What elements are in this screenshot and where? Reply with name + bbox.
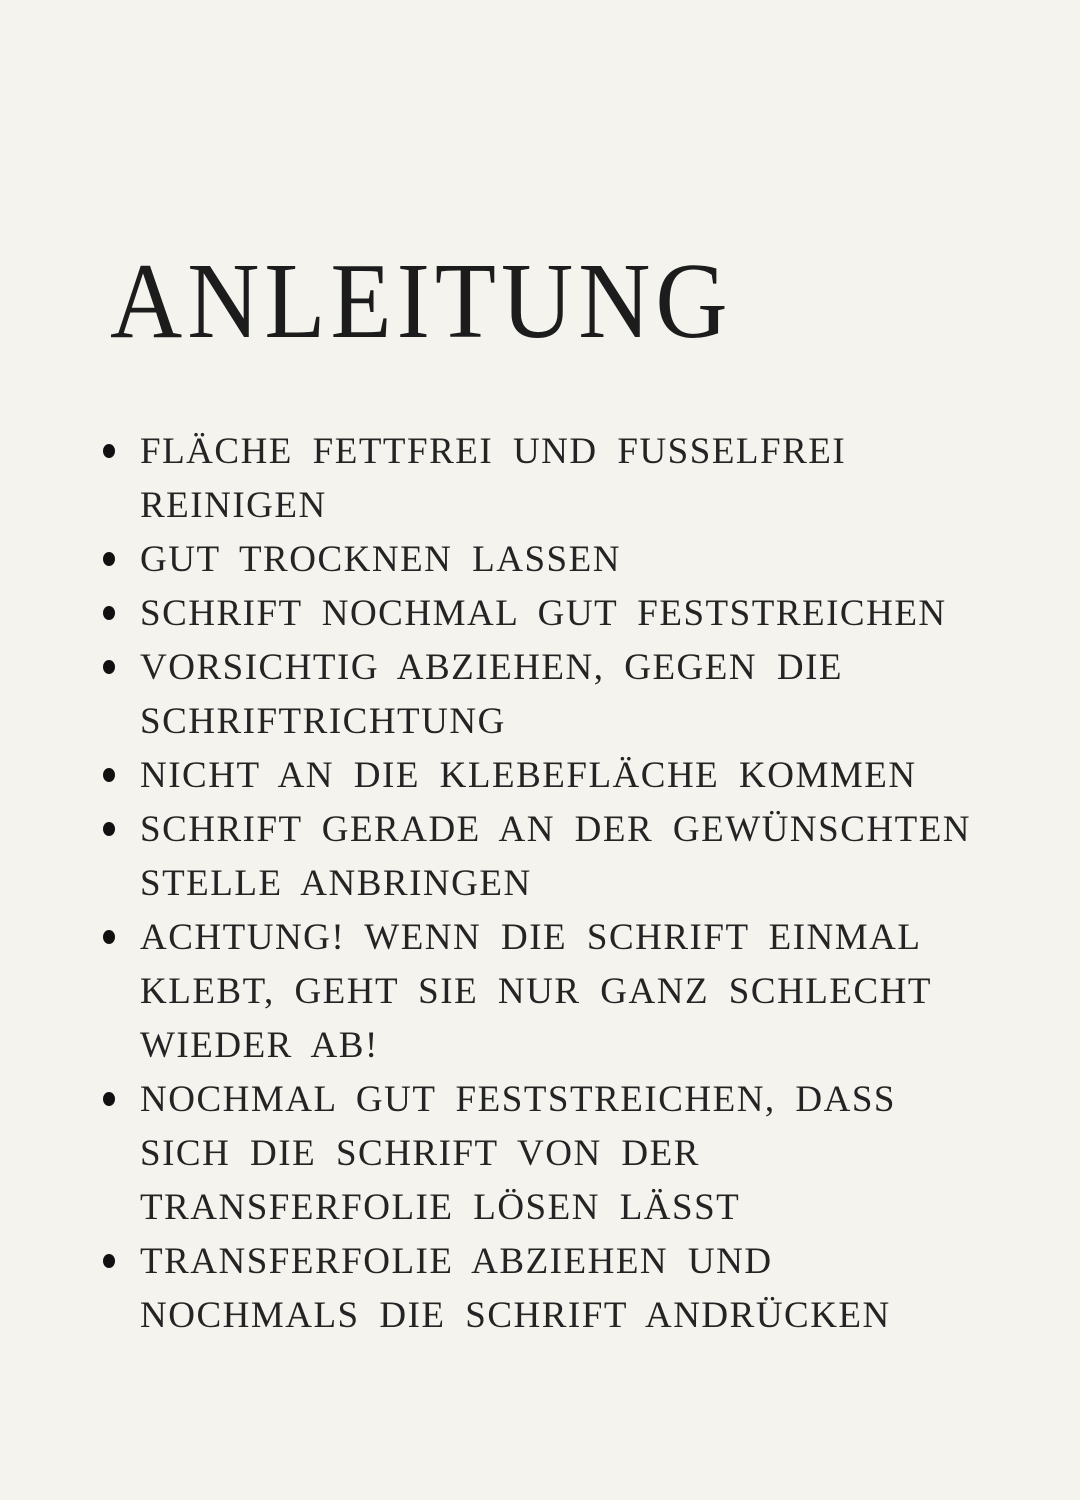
instruction-text: SCHRIFT NOCHMAL GUT FESTSTREICHEN	[140, 593, 947, 634]
list-item	[103, 641, 993, 749]
bullet-icon	[103, 1254, 115, 1268]
list-item	[103, 911, 993, 1073]
bullet-icon	[103, 822, 115, 836]
list-item	[103, 587, 993, 641]
instruction-text: TRANSFERFOLIE ABZIEHEN UND NOCHMALS DIE SCHRIFT ANDRÜCKEN	[140, 1241, 891, 1336]
bullet-icon	[103, 768, 115, 782]
list-item	[103, 425, 993, 533]
list-item	[103, 1073, 993, 1235]
page-title: ANLEITUNG	[110, 240, 733, 361]
bullet-icon	[103, 552, 115, 566]
bullet-icon	[103, 1092, 115, 1106]
instruction-text: NICHT AN DIE KLEBEFLÄCHE KOMMEN	[140, 755, 917, 796]
instruction-text: FLÄCHE FETTFREI UND FUSSELFREI REINIGEN	[140, 431, 847, 526]
bullet-icon	[103, 444, 115, 458]
bullet-icon	[103, 606, 115, 620]
instruction-text: ACHTUNG! WENN DIE SCHRIFT EINMAL KLEBT, GEHT SIE NUR GANZ SCHLECHT WIEDER AB!	[140, 917, 932, 1066]
list-item	[103, 749, 993, 803]
instruction-text: NOCHMAL GUT FESTSTREICHEN, DASS SICH DIE SCHRIFT VON DER TRANSFERFOLIE LÖSEN LÄSST	[140, 1079, 897, 1228]
list-item	[103, 533, 993, 587]
instruction-text: SCHRIFT GERADE AN DER GEWÜNSCHTEN STELLE ANBRINGEN	[140, 809, 972, 904]
bullet-icon	[103, 930, 115, 944]
bullet-icon	[103, 660, 115, 674]
list-item	[103, 1235, 993, 1343]
instruction-text: VORSICHTIG ABZIEHEN, GEGEN DIE SCHRIFTRICHTUNG	[140, 647, 843, 742]
list-item	[103, 803, 993, 911]
instruction-list	[103, 425, 993, 1343]
instruction-text: GUT TROCKNEN LASSEN	[140, 539, 621, 580]
